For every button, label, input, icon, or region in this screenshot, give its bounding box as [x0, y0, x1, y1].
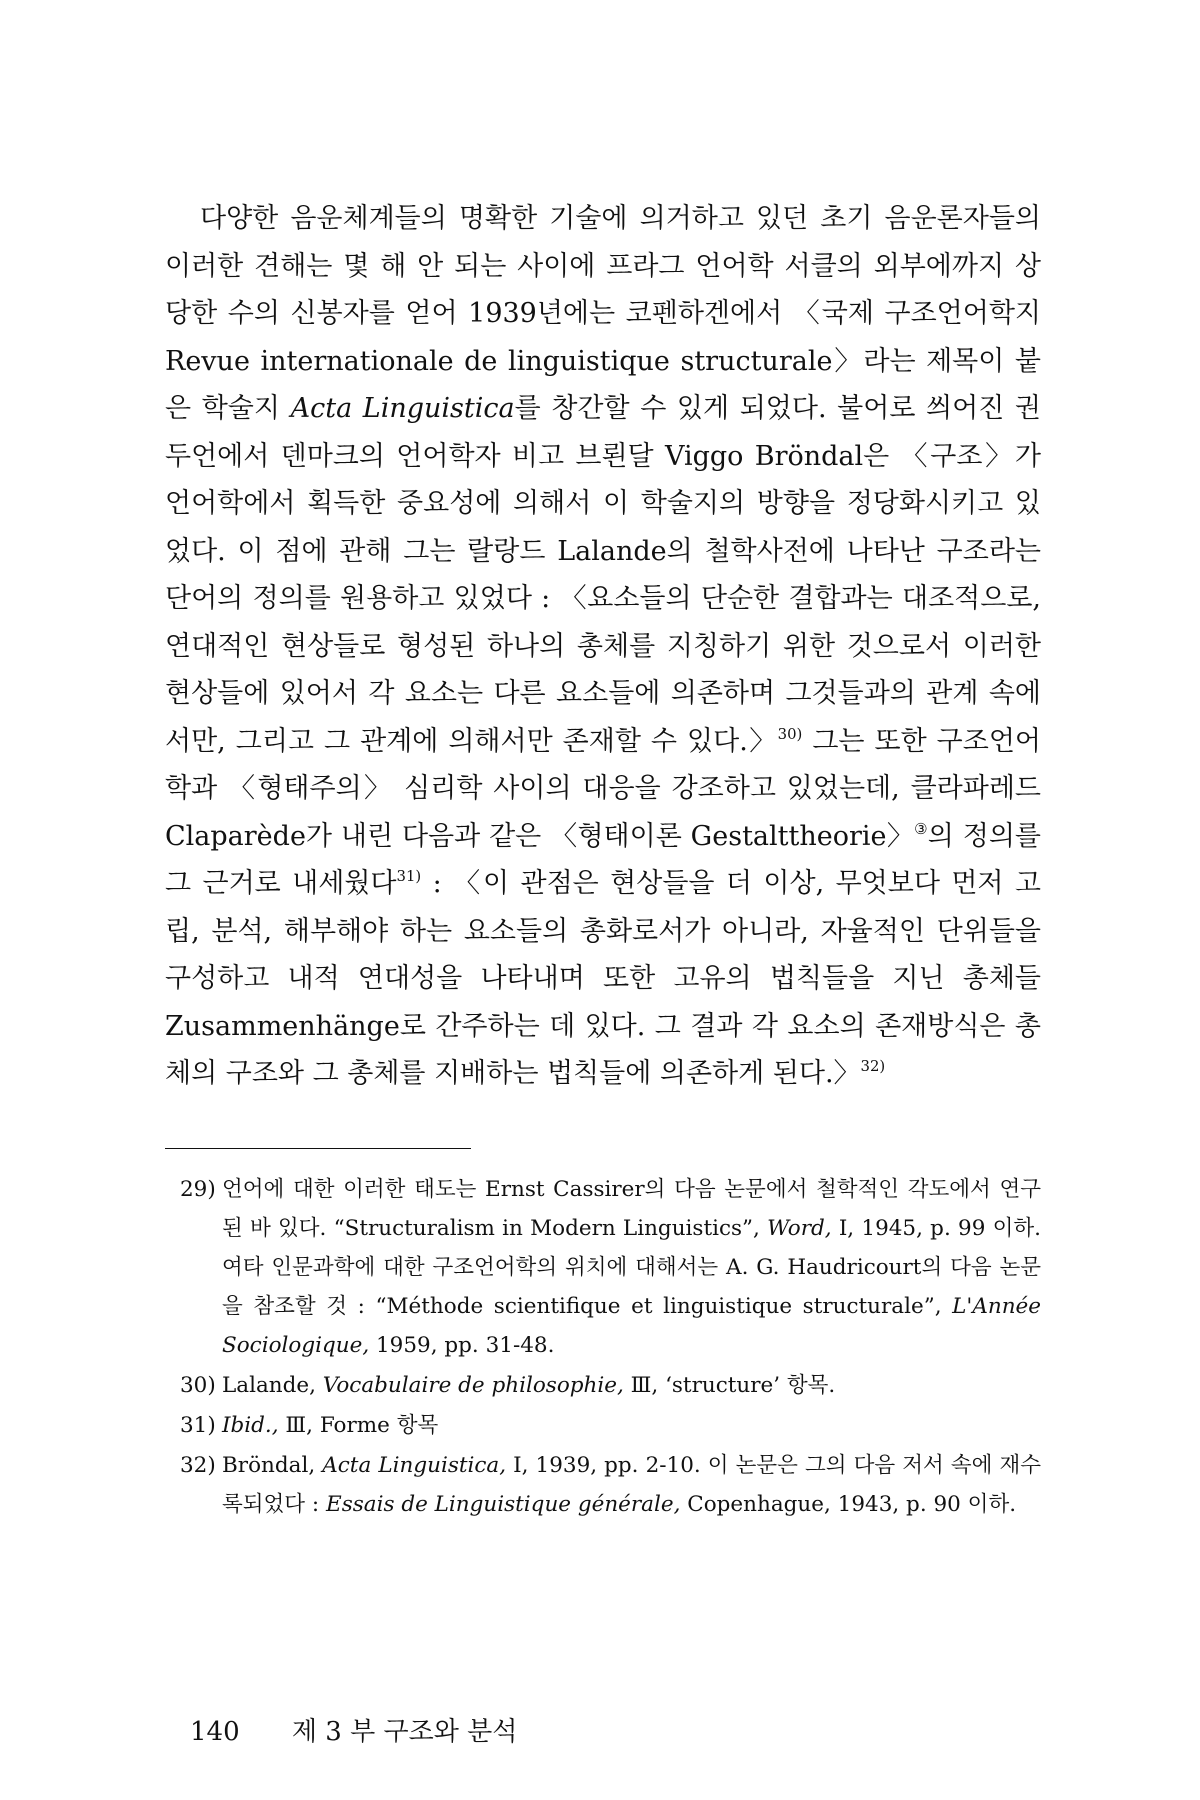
book-title: Vocabulaire de philosophie, [322, 1373, 624, 1398]
main-paragraph [165, 195, 1041, 1098]
text-run: : 〈이 관점은 현상들을 더 이상, 무엇보다 먼저 고립, 분석, 해부해야 하는 요소들의 총화로서가 아니라, 자율적인 단위들을 구성하고 내적 연대성을 나타내며 또한 고유의 법칙들을 지닌 총체들 Zusammenhänge로 간주하는 데 있다. 그 결과 각 요소의 존재방식은 총체의 구조와 그 총체를 지배하는 법칙들에 의존하게 된다.〉 [165, 868, 1041, 1089]
text-run: I, 1939, pp. 2-10. 이 논문은 그의 다음 저서 속에 재수록되었다 : [222, 1453, 1041, 1517]
page-number: 140 [190, 1717, 240, 1747]
footnote-29 [180, 1170, 1041, 1365]
footnote-text [222, 1170, 1041, 1365]
text-run: Ⅲ, ‘structure’ 항목. [623, 1373, 836, 1398]
footnote-ref-31: 31) [396, 866, 422, 885]
journal-title: L'Année Sociologique, [222, 1294, 1041, 1358]
footnote-number: 29) [180, 1177, 216, 1202]
footnote-ref-30: 30) [777, 724, 803, 743]
translator-note-ref-3: ③ [914, 819, 928, 838]
text-run: 1959, pp. 31-48. [369, 1333, 555, 1358]
ibid: Ibid., [222, 1413, 279, 1438]
footnote-separator [165, 1148, 471, 1149]
text-run: I, 1945, p. 99 이하. 여타 인문과학에 대한 구조언어학의 위치에 대해서는 A. G. Haudricourt의 다음 논문을 참조할 것 : “Méthode scientifique et linguistique structurale”, [222, 1216, 1041, 1319]
journal-title: Acta Linguistica, [322, 1453, 507, 1478]
footnote-text [222, 1406, 1041, 1445]
footnote-text [222, 1366, 1041, 1405]
text-run: Lalande, [222, 1373, 323, 1398]
text-run: Copenhague, 1943, p. 90 이하. [680, 1492, 1017, 1517]
footnote-30 [180, 1366, 1041, 1405]
text-run: 다양한 음운체계들의 명확한 기술에 의거하고 있던 초기 음운론자들의 이러한 견해는 몇 해 안 되는 사이에 프라그 언어학 서클의 외부에까지 상당한 수의 신봉자를 얻어 1939년에는 코펜하겐에서 〈국제 구조언어학지 Revue internationale de linguistique structurale〉라는 제목이 붙은 학술지 [165, 203, 1041, 424]
text-run: 그는 또한 구조언어학과 〈형태주의〉 심리학 사이의 대응을 강조하고 있었는데, 클라파레드 Claparède가 내린 다음과 같은 〈형태이론 Gestalttheorie〉 [165, 725, 1041, 852]
running-section-title: 제 3 부 구조와 분석 [291, 1717, 518, 1747]
footnote-number: 32) [180, 1453, 216, 1478]
footnote-32 [180, 1446, 1041, 1524]
journal-title: Acta Linguistica [290, 393, 515, 424]
journal-title: Word, [767, 1216, 832, 1241]
text-run: Bröndal, [222, 1453, 323, 1478]
footnotes [180, 1170, 1041, 1524]
book-title: Essais de Linguistique générale, [326, 1492, 681, 1517]
footnote-text [222, 1446, 1041, 1524]
footnote-ref-32: 32) [860, 1056, 886, 1075]
footnote-number: 31) [180, 1413, 216, 1438]
page-footer [190, 1715, 517, 1749]
text-run: 의 정의를 그 근거로 내세웠다 [165, 820, 1041, 899]
footnote-31 [180, 1406, 1041, 1445]
footnote-number: 30) [180, 1373, 216, 1398]
text-run: 언어에 대한 이러한 태도는 Ernst Cassirer의 다음 논문에서 철학적인 각도에서 연구된 바 있다. “Structuralism in Modern Linguistics”, [222, 1177, 1041, 1241]
text-run: Ⅲ, Forme 항목 [278, 1413, 439, 1438]
text-run: 를 창간할 수 있게 되었다. 불어로 씌어진 권두언에서 덴마크의 언어학자 비고 브뢴달 Viggo Bröndal은 〈구조〉가 언어학에서 획득한 중요성에 의해서 이 학술지의 방향을 정당화시키고 있었다. 이 점에 관해 그는 랄랑드 Lalande의 철학사전에 나타난 구조라는 단어의 정의를 원용하고 있었다 : 〈요소들의 단순한 결합과는 대조적으로, 연대적인 현상들로 형성된 하나의 총체를 지칭하기 위한 것으로서 이러한 현상들에 있어서 각 요소는 다른 요소들에 의존하며 그것들과의 관계 속에서만, 그리고 그 관계에 의해서만 존재할 수 있다.〉 [165, 393, 1041, 757]
